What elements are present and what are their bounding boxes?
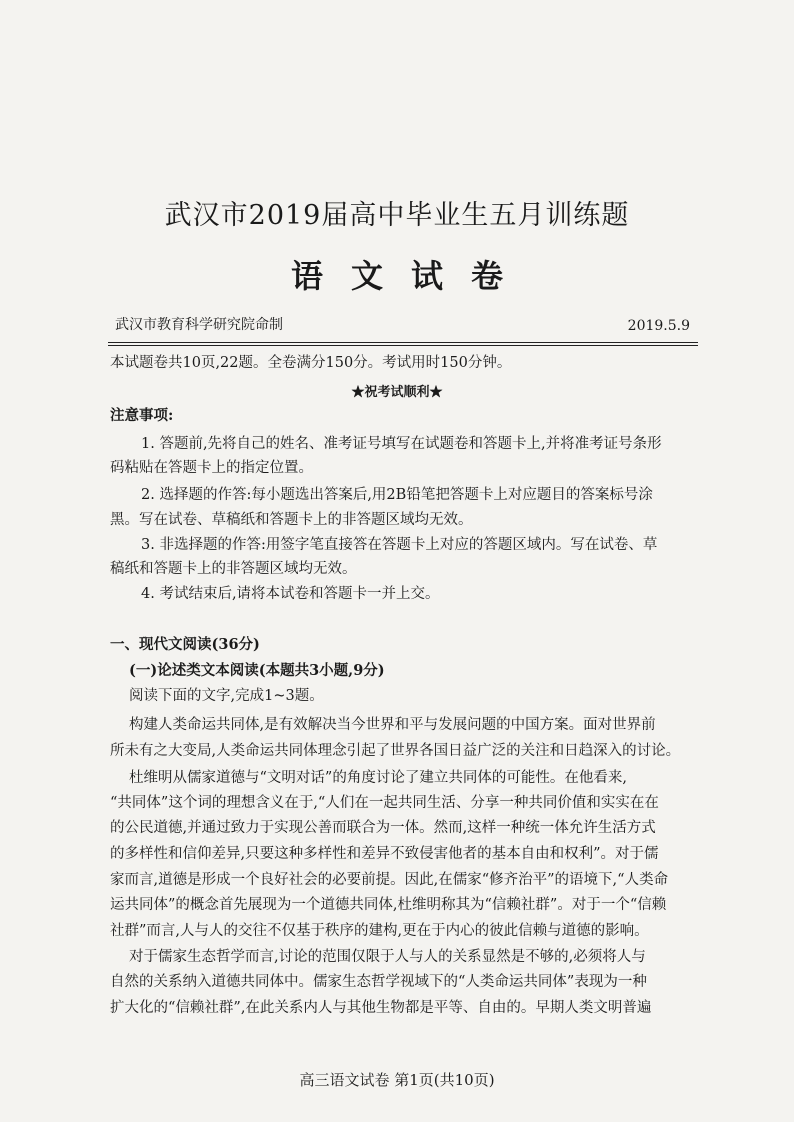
passage-line: 的多样性和信仰差异,只要这种多样性和差异不致侵害他者的基本自由和权利”。对于儒 <box>110 846 659 862</box>
reading-instruction: 阅读下面的文字,完成1~3题。 <box>129 688 324 704</box>
passage-line: 所未有之大变局,人类命运共同体理念引起了世界各国日益广泛的关注和日趋深入的讨论。 <box>110 743 681 759</box>
page-footer: 高三语文试卷 第1页(共10页) <box>299 1071 495 1089</box>
notes-heading: 注意事项: <box>110 407 174 424</box>
header-rule <box>108 342 698 343</box>
passage-line: 的公民道德,并通过致力于实现公善而联合为一体。然而,这样一种统一体允许生活方式 <box>110 820 656 836</box>
note-line: 3. 非选择题的作答:用签字笔直接答在答题卡上对应的答题区域内。写在试卷、草 <box>141 537 658 553</box>
note-line: 码粘贴在答题卡上的指定位置。 <box>110 460 313 476</box>
passage-line: 家而言,道德是形成一个良好社会的必要前提。因此,在儒家“修齐治平”的语境下,“人类命 <box>110 872 669 888</box>
section-heading: 一、现代文阅读(36分) <box>110 636 260 653</box>
passage-line: 自然的关系纳入道德共同体中。儒家生态哲学视域下的“人类命运共同体”表现为一种 <box>110 974 647 990</box>
good-luck-text: ★祝考试顺利★ <box>351 385 443 400</box>
exam-title: 武汉市2019届高中毕业生五月训练题 <box>164 200 630 231</box>
note-line: 4. 考试结束后,请将本试卷和答题卡一并上交。 <box>141 586 440 602</box>
passage-line: 构建人类命运共同体,是有效解决当今世界和平与发展问题的中国方案。面对世界前 <box>129 717 656 733</box>
note-line: 1. 答题前,先将自己的姓名、准考证号填写在试题卷和答题卡上,并将准考证号条形 <box>141 436 662 452</box>
note-line: 2. 选择题的作答:每小题选出答案后,用2B铅笔把答题卡上对应题目的答案标号涂 <box>141 487 653 503</box>
passage-line: 扩大化的“信赖社群”,在此关系内人与其他生物都是平等、自由的。早期人类文明普遍 <box>110 1000 652 1016</box>
exam-date: 2019.5.9 <box>627 318 690 334</box>
exam-subtitle: 语文试卷 <box>290 257 531 295</box>
intro-text: 本试题卷共10页,22题。全卷满分150分。考试用时150分钟。 <box>110 355 512 371</box>
note-line: 稿纸和答题卡上的非答题区域均无效。 <box>110 561 357 577</box>
header-rule-thin <box>108 345 698 346</box>
subsection-heading: (一)论述类文本阅读(本题共3小题,9分) <box>129 662 385 679</box>
passage-line: 运共同体”的概念首先展现为一个道德共同体,杜维明称其为“信赖社群”。对于一个“信赖 <box>110 897 667 913</box>
passage-line: 对于儒家生态哲学而言,讨论的范围仅限于人与人的关系显然是不够的,必须将人与 <box>129 949 646 965</box>
issuer-label: 武汉市教育科学研究院命制 <box>115 317 283 333</box>
passage-line: 杜维明从儒家道德与“文明对话”的角度讨论了建立共同体的可能性。在他看来, <box>129 770 627 786</box>
note-line: 黑。写在试卷、草稿纸和答题卡上的非答题区域均无效。 <box>110 512 473 528</box>
passage-line: 社群”而言,人与人的交往不仅基于秩序的建构,更在于内心的彼此信赖与道德的影响。 <box>110 923 649 939</box>
passage-line: “共同体”这个词的理想含义在于,“人们在一起共同生活、分享一种共同价值和实实在在 <box>110 795 659 811</box>
